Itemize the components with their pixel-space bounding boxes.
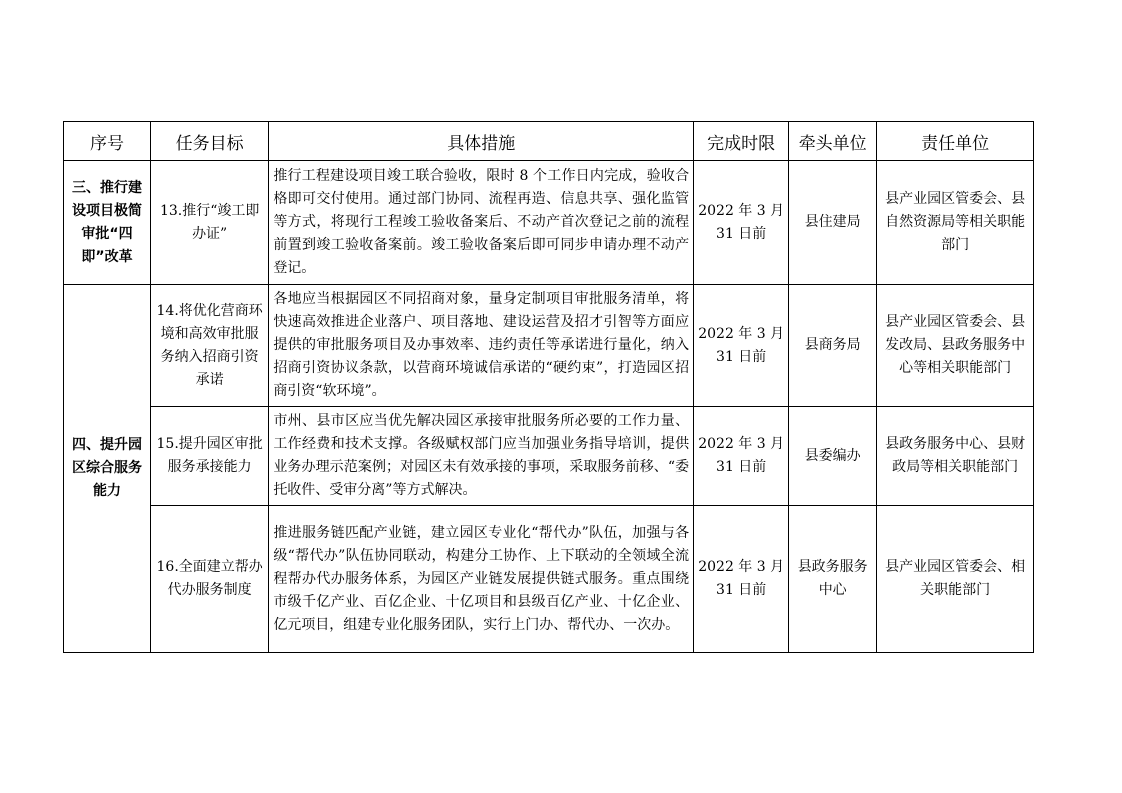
header-lead: 牵头单位: [789, 122, 877, 161]
table-row: [64, 407, 1034, 506]
deadline-cell: 2022 年 3 月 31 日前: [694, 407, 789, 506]
deadline-cell: 2022 年 3 月 31 日前: [694, 161, 789, 285]
lead-unit-cell: 县委编办: [789, 407, 877, 506]
lead-unit-cell: 县政务服务中心: [789, 506, 877, 653]
goal-cell: 14.将优化营商环境和高效审批服务纳入招商引资承诺: [150, 285, 268, 407]
measure-cell: 各地应当根据园区不同招商对象，量身定制项目审批服务清单，将快速高效推进企业落户、项目落地、建设运营及招才引智等方面应提供的审批服务项目及办事效率、违约责任等承诺进行量化，纳入招商引资协议条款，以营商环境诚信承诺的“硬约束”，打造园区招商引资“软环境”。: [269, 285, 694, 407]
header-deadline: 完成时限: [694, 122, 789, 161]
measure-cell: 推进服务链匹配产业链，建立园区专业化“帮代办”队伍，加强与各级“帮代办”队伍协同联动，构建分工协作、上下联动的全领域全流程帮办代办服务体系，为园区产业链发展提供链式服务。重点围绕市级千亿产业、百亿企业、十亿项目和县级百亿产业、十亿企业、亿元项目，组建专业化服务团队，实行上门办、帮代办、一次办。: [269, 506, 694, 653]
header-row: [64, 122, 1034, 161]
table-row: [64, 506, 1034, 653]
deadline-cell: 2022 年 3 月 31 日前: [694, 285, 789, 407]
measure-cell: 推行工程建设项目竣工联合验收，限时 8 个工作日内完成，验收合格即可交付使用。通过部门协同、流程再造、信息共享、强化监管等方式，将现行工程竣工验收备案后、不动产首次登记之前的流程前置到竣工验收备案前。竣工验收备案后即可同步申请办理不动产登记。: [269, 161, 694, 285]
header-seq: 序号: [64, 122, 151, 161]
responsible-unit-cell: 县产业园区管委会、相关职能部门: [877, 506, 1034, 653]
goal-cell: 13.推行“竣工即办证”: [150, 161, 268, 285]
header-resp: 责任单位: [877, 122, 1034, 161]
category-cell: 四、提升园区综合服务能力: [64, 285, 151, 653]
lead-unit-cell: 县商务局: [789, 285, 877, 407]
responsible-unit-cell: 县产业园区管委会、县发改局、县政务服务中心等相关职能部门: [877, 285, 1034, 407]
task-table: [63, 121, 1034, 653]
goal-cell: 15.提升园区审批服务承接能力: [150, 407, 268, 506]
responsible-unit-cell: 县政务服务中心、县财政局等相关职能部门: [877, 407, 1034, 506]
lead-unit-cell: 县住建局: [789, 161, 877, 285]
deadline-cell: 2022 年 3 月 31 日前: [694, 506, 789, 653]
table-row: [64, 161, 1034, 285]
header-goal: 任务目标: [150, 122, 268, 161]
goal-cell: 16.全面建立帮办代办服务制度: [150, 506, 268, 653]
header-measure: 具体措施: [269, 122, 694, 161]
measure-cell: 市州、县市区应当优先解决园区承接审批服务所必要的工作力量、工作经费和技术支撑。各级赋权部门应当加强业务指导培训，提供业务办理示范案例；对园区未有效承接的事项，采取服务前移、“委托收件、受审分离”等方式解决。: [269, 407, 694, 506]
table-row: [64, 285, 1034, 407]
responsible-unit-cell: 县产业园区管委会、县自然资源局等相关职能部门: [877, 161, 1034, 285]
category-cell: 三、推行建设项目极简审批“四即”改革: [64, 161, 151, 285]
